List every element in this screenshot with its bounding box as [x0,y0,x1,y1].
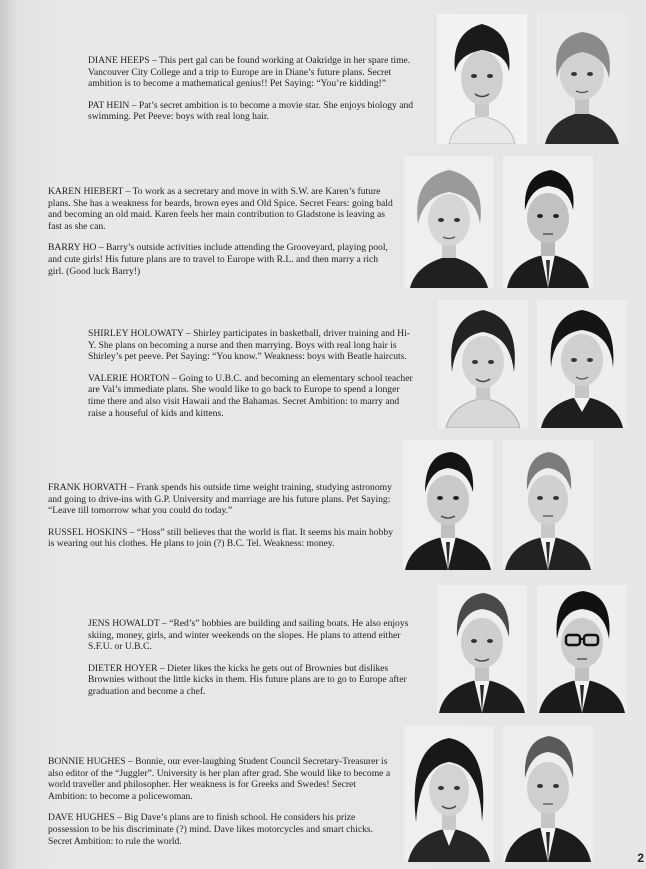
student-bio-dieter-hoyer: DIETER HOYER – Dieter likes the kicks he gets out of Brownies but dislikes Brownies without the little kicks in them. His future plans are to go to Europe after graduation and become a chef. [88,662,407,697]
bio-text-block [48,756,394,847]
student-bio-diane-heeps: DIANE HEEPS – This pert gal can be found working at Oakridge in her spare time. Vancouver City College and a trip to Europe are in Diane’s future plans. Secret ambition is to become a mathematical genius!! Pet Saying: “You’re kidding!” [88,55,411,90]
student-bio-pat-hein: PAT HEIN – Pat’s secret ambition is to become a movie star. She enjoys biology and swimming. Pet Peeve: boys with real long hair. [88,99,414,123]
portrait-photo-karen-hiebert [404,156,494,288]
portrait-photo-pat-hein [537,14,627,144]
student-bio-karen-hiebert: KAREN HIEBERT – To work as a secretary and move in with S.W. are Karen’s future plans. She has a weakness for beards, brown eyes and Old Spice. Secret Fears: going bald and becoming an old maid. Karen feels her main contribution to Gladstone is leaving as fast as she can. [48,186,393,232]
portrait-photo-dieter-hoyer [537,585,627,713]
student-bio-russel-hoskins: RUSSEL HOSKINS – “Hoss” still believes that the world is flat. It seems his main hobby is wearing out his clothes. He plans to join (?) B.C. Tel. Weakness: money. [48,526,393,550]
bio-text-block [88,328,414,419]
student-bio-jens-howaldt: JENS HOWALDT – “Red’s” hobbies are building and sailing boats. He also enjoys skiing, money, girls, and winter weekends on the slopes. He plans to attend either S.F.U. or U.B.C. [88,618,409,653]
portrait-photo-dave-hughes [503,726,593,862]
student-bio-barry-ho: BARRY HO – Barry’s outside activities include attending the Grooveyard, playing pool, and cute girls! His future plans are to travel to Europe with R.L. and then marry a rich girl. (Good luck Barry!) [48,242,388,277]
student-bio-dave-hughes: DAVE HUGHES – Big Dave’s plans are to finish school. He considers his prize possession to be his discriminate (?) mind. Dave likes motorcycles and smart chicks. Secret Ambition: to rule the world. [48,812,374,847]
portrait-photo-russel-hoskins [503,440,593,570]
student-bio-shirley-holowaty: SHIRLEY HOLOWATY – Shirley participates in basketball, driver training and Hi-Y. She plans on becoming a nurse and then marrying. Boys with real long hair is Shirley’s pet peeve. Pet Saying: “You know.” Weakness: boys with Beatle haircuts. [88,328,410,363]
student-bio-bonnie-hughes: BONNIE HUGHES – Bonnie, our ever-laughing Student Council Secretary-Treasurer is also editor of the “Juggler”. University is her plan after grad. She would like to become a world traveller and philosopher. Her weakness is for Greeks and Swedes! Secret Ambition: to become a policewoman. [48,756,391,802]
portrait-photo-shirley-holowaty [438,300,528,428]
portrait-photo-frank-horvath [403,440,493,570]
student-bio-frank-horvath: FRANK HORVATH – Frank spends his outside time weight training, studying astronomy and going to drive-ins with G.P. University and marriage are his future plans. Pet Saying: “Leave till tomorrow what you could do today.” [48,482,392,517]
portrait-photo-barry-ho [503,156,593,288]
bio-text-block [88,618,414,698]
portrait-photo-bonnie-hughes [404,726,494,862]
bio-text-block [48,482,394,550]
portrait-photo-jens-howaldt [437,585,527,713]
bio-text-block [88,55,414,123]
bio-text-block [48,186,394,277]
portrait-photo-diane-heeps [437,14,527,144]
student-bio-valerie-horton: VALERIE HORTON – Going to U.B.C. and becoming an elementary school teacher are Val’s immediate plans. She would like to go back to Europe to spend a longer time there and also visit Hawaii and the Bahamas. Secret Ambition: to marry and raise a houseful of kids and kittens. [88,372,413,419]
page-number: 2 [637,851,644,865]
portrait-photo-valerie-horton [537,300,627,428]
